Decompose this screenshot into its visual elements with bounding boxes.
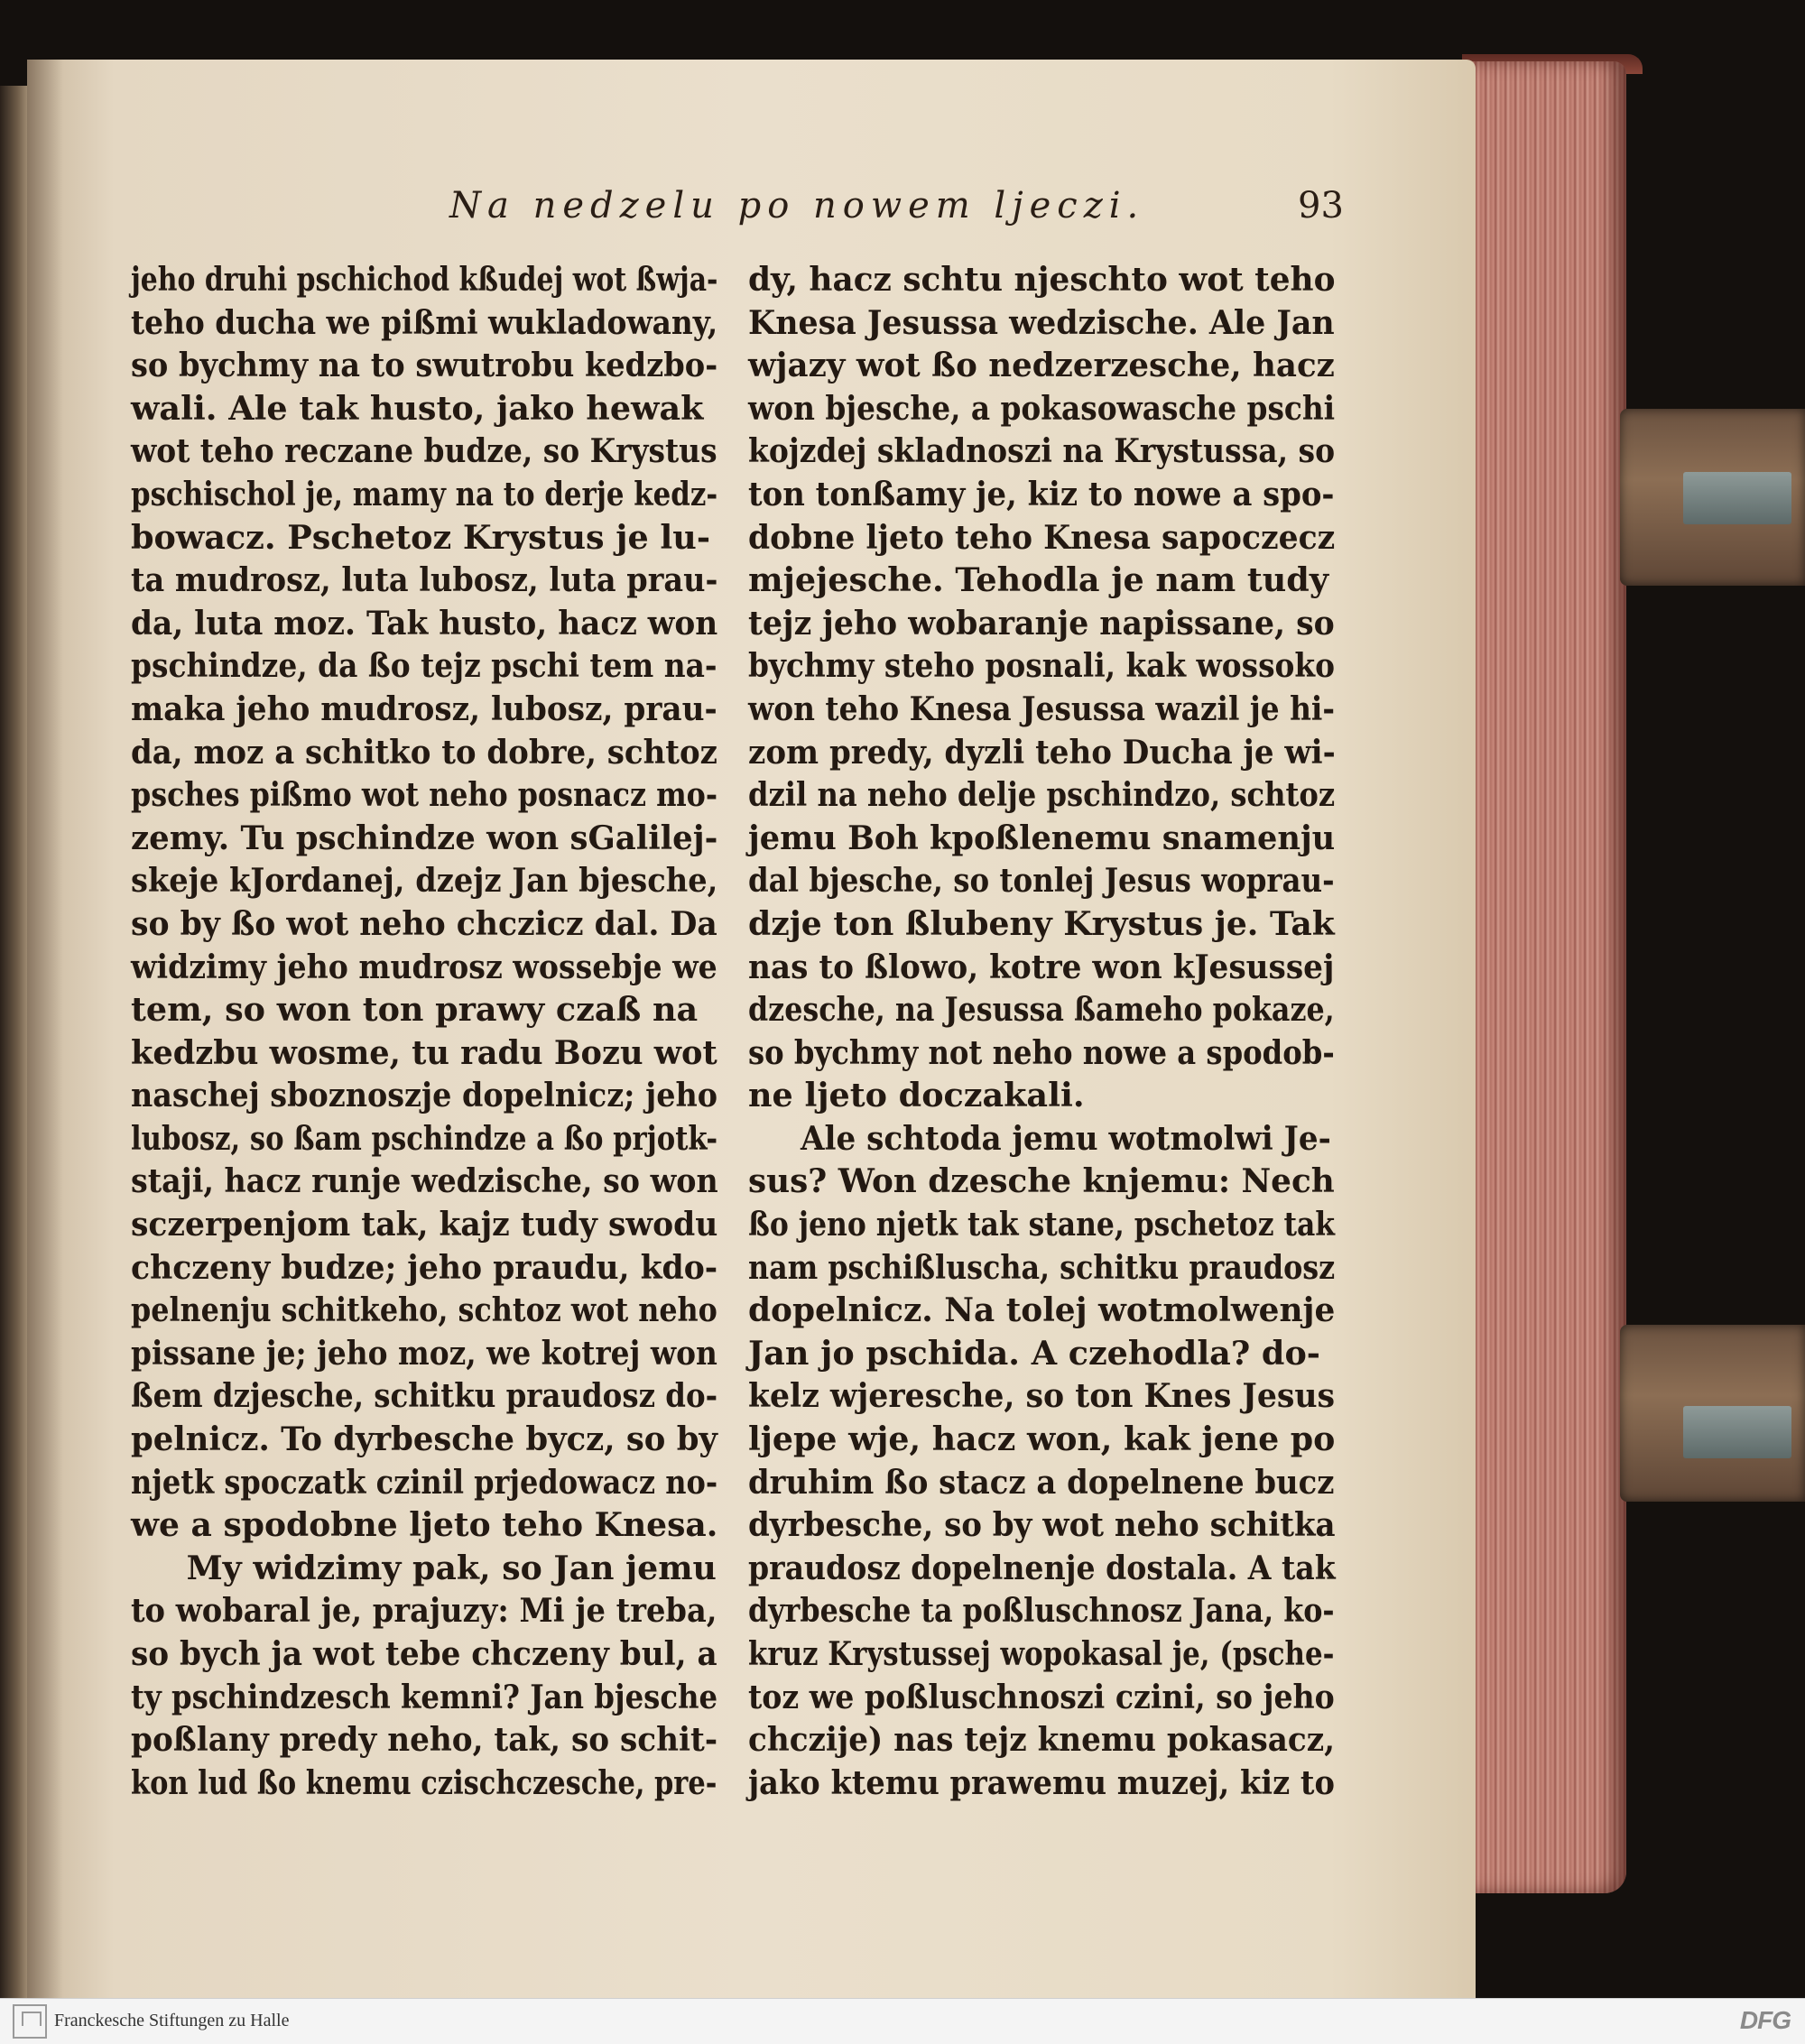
text-line: dobne ljeto teho Knesa sapoczecz [748, 517, 1336, 557]
text-line: zom predy, dyzli teho Ducha je wi- [748, 732, 1336, 772]
text-line: zemy. Tu pschindze won sGalilej- [131, 818, 718, 857]
text-line: ne ljeto doczakali. [748, 1076, 1085, 1115]
page-edges [1471, 61, 1626, 1893]
text-line: dal bjesche, so tonlej Jesus woprau- [748, 861, 1335, 901]
lower-clasp-plate [1683, 1406, 1791, 1458]
text-line: so by ßo wot neho chczicz dal. Da [131, 903, 717, 943]
text-line: maka jeho mudrosz, lubosz, prau- [131, 689, 717, 728]
text-line: sus? Won dzesche knjemu: Nech [748, 1161, 1335, 1201]
text-line: teho ducha we pißmi wukladowany, [131, 302, 718, 342]
text-line: wot teho reczane budze, so Krystus [131, 431, 717, 471]
text-line: jeho druhi pschichod kßudej wot ßwja- [131, 260, 718, 299]
text-line: dopelnicz. Na tolej wotmolwenje [748, 1290, 1336, 1330]
text-line: pelnicz. To dyrbesche bycz, so by [131, 1420, 717, 1459]
text-line: ljepe wje, hacz won, kak jene po [748, 1420, 1336, 1459]
lower-clasp [1620, 1325, 1805, 1502]
text-line: staji, hacz runje wedzische, so won [131, 1161, 718, 1201]
text-line: ßem dzjesche, schitku praudosz do- [131, 1376, 718, 1416]
text-line: nam pschißluscha, schitku praudosz [748, 1247, 1336, 1287]
text-line: pelnenju schitkeho, schtoz wot neho [131, 1290, 717, 1330]
text-line: so bychmy not neho nowe a spodob- [748, 1032, 1335, 1072]
text-line: wjazy wot ßo nedzerzesche, hacz [748, 346, 1335, 385]
text-line: kedzbu wosme, tu radu Bozu wot [131, 1032, 717, 1072]
text-line: kojzdej skladnoszi na Krystussa, so [748, 431, 1336, 471]
text-line: dzesche, na Jesussa ßameho pokaze, [748, 990, 1335, 1030]
text-line: widzimy jeho mudrosz wossebje we [131, 947, 717, 986]
text-line: njetk spoczatk czinil prjedowacz no- [131, 1462, 718, 1502]
previous-page-edge [0, 86, 29, 1998]
page-header [0, 185, 1805, 239]
text-line: ta mudrosz, luta lubosz, luta prau- [131, 560, 718, 600]
text-line: da, moz a schitko to dobre, schtoz [131, 732, 717, 772]
text-line: ßo jeno njetk tak stane, pschetoz tak [748, 1205, 1336, 1244]
text-line: skeje kJordanej, dzejz Jan bjesche, [131, 861, 718, 901]
text-line: tem, so won ton prawy czaß na [131, 990, 699, 1030]
text-line: to wobaral je, prajuzy: Mi je treba, [131, 1591, 717, 1631]
text-line: tejz jeho wobaranje napissane, so [748, 603, 1335, 643]
text-line: we a spodobne ljeto teho Knesa. [131, 1505, 718, 1545]
text-line: pschischol je, mamy na to derje kedz- [131, 474, 718, 513]
upper-clasp-plate [1683, 472, 1791, 524]
right-text-column [748, 258, 1335, 1804]
text-line: wali. Ale tak husto, jako hewak [131, 388, 704, 428]
text-line: won bjesche, a pokasowasche pschi [748, 388, 1336, 428]
text-line: nas to ßlowo, kotre won kJesussej [748, 947, 1335, 986]
text-line: sczerpenjom tak, kajz tudy swodu [131, 1205, 718, 1244]
text-line: lubosz, so ßam pschindze a ßo prjotk- [131, 1118, 718, 1158]
page-number: 93 [1298, 185, 1344, 227]
text-line: dyrbesche, so by wot neho schitka [748, 1505, 1336, 1545]
text-line: poßlany predy neho, tak, so schit- [131, 1720, 718, 1760]
institution-logo-icon [13, 2004, 47, 2039]
text-line: bowacz. Pschetoz Krystus je lu- [131, 517, 710, 557]
text-line: so bych ja wot tebe chczeny bul, a [131, 1634, 717, 1673]
dfg-logo: DFG [1739, 2006, 1791, 2034]
page-gutter-shadow [27, 60, 63, 1998]
text-line: kruz Krystussej wopokasal je, (psche- [748, 1634, 1335, 1673]
text-line: chczije) nas tejz knemu pokasacz, [748, 1720, 1336, 1760]
text-line: jako ktemu prawemu muzej, kiz to [748, 1762, 1335, 1802]
text-line: My widzimy pak, so Jan jemu [186, 1548, 717, 1587]
text-line: mjejesche. Tehodla je nam tudy [748, 560, 1329, 600]
text-line: ton tonßamy je, kiz to nowe a spo- [748, 474, 1335, 513]
text-line: Knesa Jesussa wedzische. Ale Jan [748, 302, 1335, 342]
text-line: so bychmy na to swutrobu kedzbo- [131, 346, 718, 385]
text-line: won teho Knesa Jesussa wazil je hi- [748, 689, 1336, 728]
text-line: pschindze, da ßo tejz pschi tem na- [131, 646, 717, 686]
institution-name: Franckesche Stiftungen zu Halle [54, 2011, 290, 2030]
text-line: druhim ßo stacz a dopelnene bucz [748, 1462, 1335, 1502]
text-line: Jan jo pschida. A czehodla? do- [748, 1333, 1320, 1373]
text-line: naschej sboznoszje dopelnicz; jeho [131, 1076, 718, 1115]
text-line: dyrbesche ta poßluschnosz Jana, ko- [748, 1591, 1335, 1631]
text-line: toz we poßluschnoszi czini, so jeho [748, 1677, 1335, 1716]
text-line: ty pschindzesch kemni? Jan bjesche [131, 1677, 718, 1716]
text-line: kon lud ßo knemu czischczesche, pre- [131, 1762, 717, 1802]
text-line: dzil na neho delje pschindzo, schtoz [748, 775, 1336, 815]
text-line: da, luta moz. Tak husto, hacz won [131, 603, 718, 643]
upper-clasp [1620, 409, 1805, 586]
running-head: Na nedzelu po nowem ljeczi. [449, 185, 1145, 227]
left-text-column [131, 258, 717, 1804]
text-line: praudosz dopelnenje dostala. A tak [748, 1548, 1336, 1587]
text-line: kelz wjeresche, so ton Knes Jesus [748, 1376, 1336, 1416]
text-line: dzje ton ßlubeny Krystus je. Tak [748, 903, 1335, 943]
text-line: chczeny budze; jeho praudu, kdo- [131, 1247, 718, 1287]
text-line: jemu Boh kpoßlenemu snamenju [748, 818, 1336, 857]
viewer-footer [0, 1998, 1805, 2044]
text-line: bychmy steho posnali, kak wossoko [748, 646, 1335, 686]
text-line: dy, hacz schtu njeschto wot teho [748, 260, 1336, 299]
text-line: Ale schtoda jemu wotmolwi Je- [801, 1118, 1331, 1158]
text-line: pissane je; jeho moz, we kotrej won [131, 1333, 717, 1373]
text-line: psches pißmo wot neho posnacz mo- [131, 775, 718, 815]
